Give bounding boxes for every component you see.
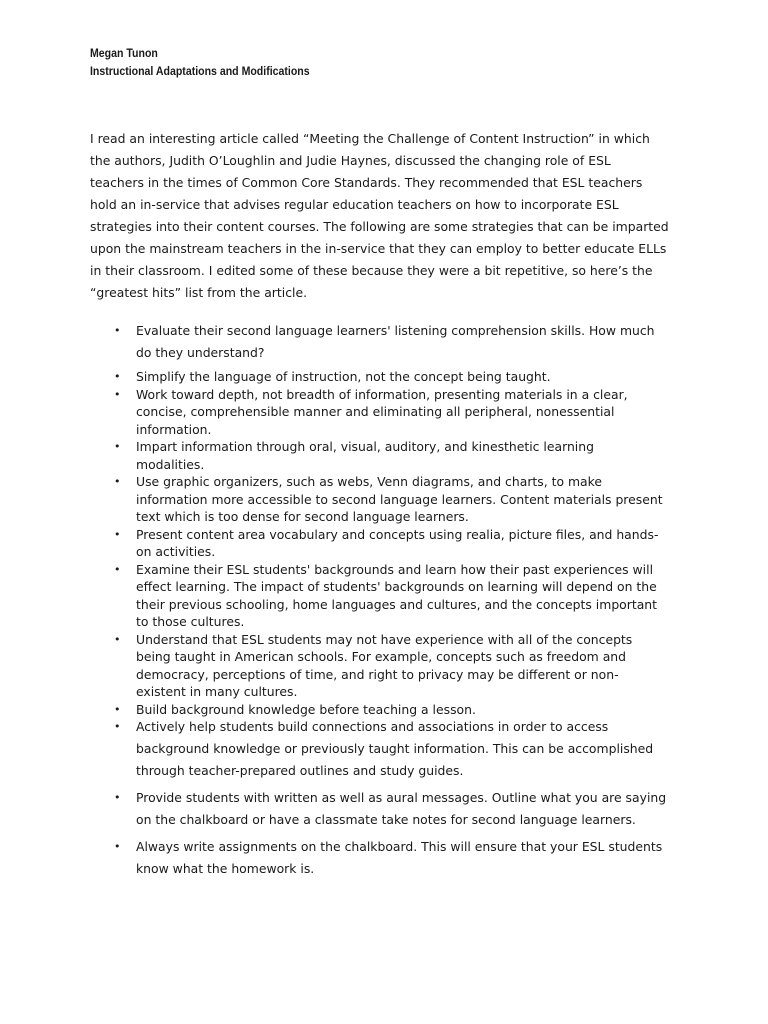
bullet-icon: •: [114, 387, 121, 401]
list-item-line: Evaluate their second language learners' listening comprehension skills. How much: [136, 323, 655, 338]
list-item-line: Actively help students build connections and associations in order to access: [136, 719, 609, 734]
intro-line: upon the mainstream teachers in the in-service that they can employ to better educate ELLs: [90, 241, 667, 256]
list-item-line: Simplify the language of instruction, not the concept being taught.: [136, 369, 551, 384]
list-item-line: background knowledge or previously taught information. This can be accomplished: [136, 741, 654, 756]
intro-line: in their classroom. I edited some of these because they were a bit repetitive, so here’s the: [90, 263, 653, 278]
bullet-icon: •: [114, 791, 121, 804]
list-item-line: effect learning. The impact of students' backgrounds on learning will depend on the: [136, 579, 657, 594]
bullet-icon: •: [114, 324, 121, 337]
list-item: [90, 473, 690, 526]
list-item-line: modalities.: [136, 456, 205, 472]
intro-line: strategies into their content courses. The following are some strategies that can be imparted: [90, 219, 669, 234]
list-item-line: information more accessible to second language learners. Content materials present: [136, 491, 663, 507]
list-item: [90, 716, 690, 782]
bullet-icon: •: [114, 562, 121, 576]
list-item-line: text which is too dense for second language learners.: [136, 509, 469, 524]
list-item-line: democracy, perceptions of time, and right to privacy may be different or non-: [136, 666, 619, 682]
list-item: [90, 631, 690, 701]
bullet-icon: •: [114, 840, 121, 853]
list-item: [90, 320, 690, 364]
list-item-line: information.: [136, 421, 212, 437]
list-item-line: Provide students with written as well as aural messages. Outline what you are saying: [136, 790, 667, 805]
list-item-line: Use graphic organizers, such as webs, Venn diagrams, and charts, to make: [136, 474, 602, 489]
list-item: [90, 561, 690, 631]
list-item-line: Impart information through oral, visual, auditory, and kinesthetic learning: [136, 439, 594, 454]
document-header: [90, 44, 310, 80]
list-item-line: their previous schooling, home languages and cultures, and the concepts important: [136, 596, 658, 612]
list-item-line: Work toward depth, not breadth of information, presenting materials in a clear,: [136, 386, 628, 402]
bullet-icon: •: [114, 632, 121, 646]
list-item-line: Always write assignments on the chalkboard. This will ensure that your ESL students: [136, 839, 663, 854]
bullet-icon: •: [114, 702, 121, 716]
author-name: Megan Tunon: [90, 46, 158, 60]
list-item-line: existent in many cultures.: [136, 684, 298, 699]
list-item: [90, 526, 690, 561]
list-item-line: being taught in American schools. For example, concepts such as freedom and: [136, 649, 627, 664]
list-item: [90, 438, 690, 473]
list-item-line: on the chalkboard or have a classmate take notes for second language learners.: [136, 812, 636, 827]
document-title: Instructional Adaptations and Modifications: [90, 64, 310, 78]
bullet-icon: •: [114, 527, 121, 541]
list-item-line: do they understand?: [136, 345, 265, 360]
bullet-icon: •: [114, 475, 121, 488]
list-item-line: Understand that ESL students may not have experience with all of the concepts: [136, 631, 633, 647]
list-item-line: Build background knowledge before teaching a lesson.: [136, 701, 476, 717]
intro-paragraph: [90, 128, 670, 304]
list-item: [90, 787, 690, 831]
bullet-icon: •: [114, 440, 121, 453]
bullet-icon: •: [114, 720, 121, 733]
intro-line: “greatest hits” list from the article.: [90, 285, 308, 300]
list-item-line: know what the homework is.: [136, 861, 315, 876]
intro-line: I read an interesting article called “Meeting the Challenge of Content Instruction” in which: [90, 131, 650, 146]
list-item-line: concise, comprehensible manner and eliminating all peripheral, nonessential: [136, 404, 615, 419]
list-item: [90, 386, 690, 439]
list-item-line: Examine their ESL students' backgrounds and learn how their past experiences will: [136, 561, 654, 577]
bullet-icon: •: [114, 370, 121, 383]
intro-line: teachers in the times of Common Core Standards. They recommended that ESL teachers: [90, 175, 643, 190]
list-item: [90, 368, 690, 386]
list-item-line: to those cultures.: [136, 614, 245, 629]
intro-line: the authors, Judith O’Loughlin and Judie Haynes, discussed the changing role of ESL: [90, 153, 611, 168]
list-item-line: Present content area vocabulary and concepts using realia, picture files, and hands-: [136, 526, 659, 542]
list-item-line: on activities.: [136, 544, 216, 559]
intro-line: hold an in-service that advises regular education teachers on how to incorporate ESL: [90, 197, 619, 212]
list-item-line: through teacher-prepared outlines and study guides.: [136, 763, 464, 778]
strategy-list: [90, 320, 690, 880]
list-item: [90, 836, 690, 880]
